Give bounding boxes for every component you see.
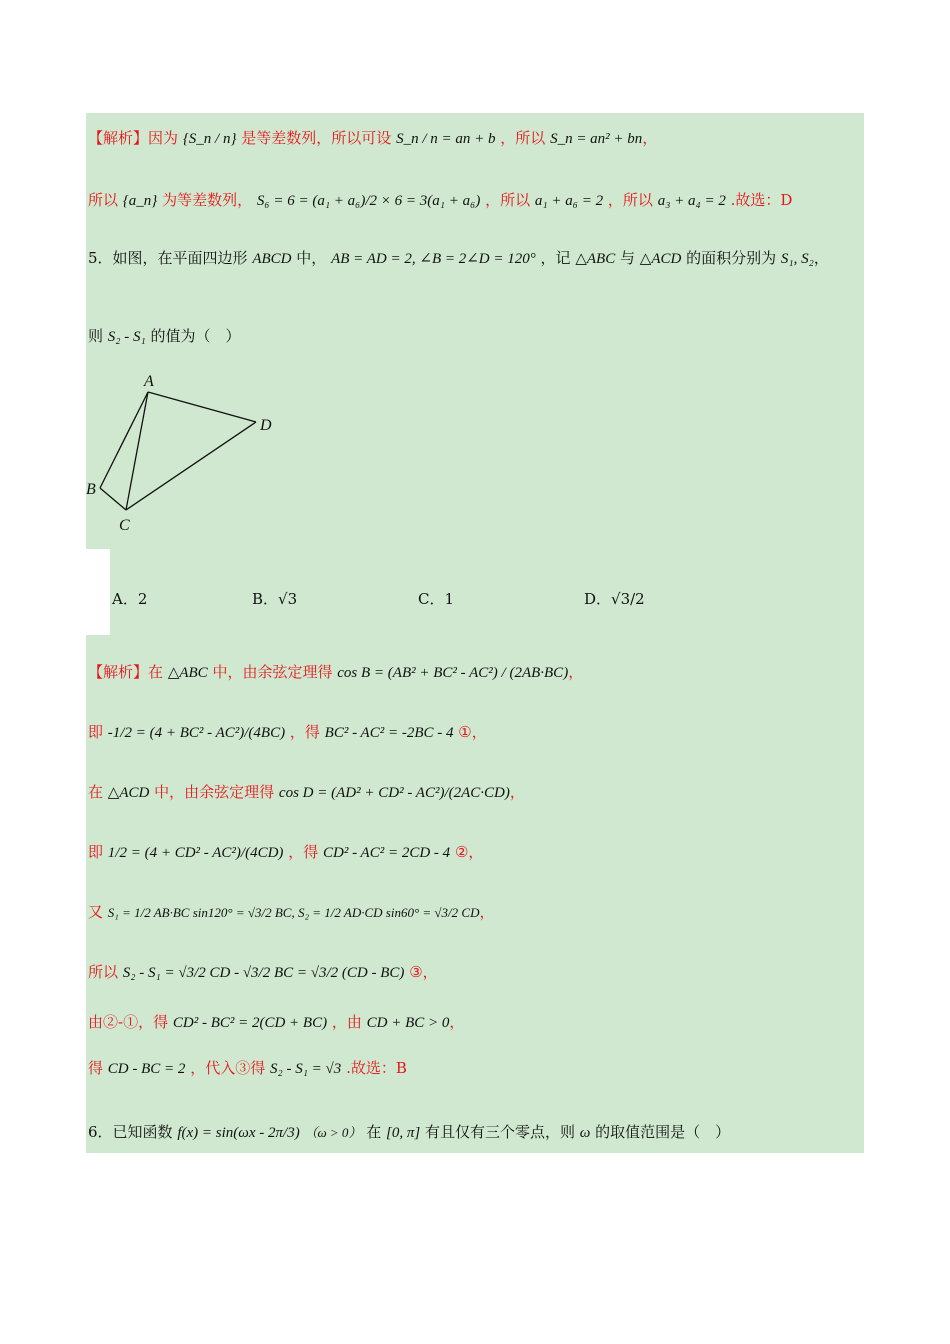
edge-cd (126, 422, 256, 510)
solution-line-3: 在 △ACD 中，由余弦定理得 cos D = (AD² + CD² - AC²)/(2AC·CD)， (88, 783, 525, 801)
answer-b: .故选：B (346, 1059, 407, 1077)
equation-cos-b: cos B = (AB² + BC² - AC²) / (2AB·BC) (337, 665, 569, 681)
option-c: C．1 (418, 590, 455, 608)
solution-line-7: 由②-①，得 CD² - BC² = 2(CD + BC) ，由 CD + BC > 0， (88, 1013, 465, 1031)
solution-line-6: 所以 S₂ - S₁ = √3/2 CD - √3/2 BC = √3/2 (CD - BC) ③， (88, 963, 438, 981)
equation-s6: S₆ = 6 = (a₁ + a₆)/2 × 6 = 3(a₁ + a₆) (256, 193, 481, 209)
sequence-an: {a_n} (122, 193, 158, 209)
question-5-line-1: 5．如图，在平面四边形 ABCD 中， AB = AD = 2, ∠B = 2∠D = 120° ，记 △ABC 与 △ACD 的面积分别为 S₁, S₂， (88, 249, 829, 267)
edge-ad (148, 392, 256, 422)
equation-areas: S₁ = 1/2 AB·BC sin120° = √3/2 BC, S₂ = 1/2 AD·CD sin60° = √3/2 CD (107, 905, 480, 920)
white-block (86, 549, 110, 635)
question-5-condition: AB = AD = 2, ∠B = 2∠D = 120° (331, 251, 536, 267)
label-d: D (260, 417, 272, 434)
solution-line-1: 【解析】在 △ABC 中，由余弦定理得 cos B = (AB² + BC² - AC²) / (2AB·BC)， (88, 663, 584, 681)
analysis-tag: 【解析】 (88, 129, 149, 147)
option-a: A．2 (112, 590, 148, 608)
edge-ab (100, 392, 148, 488)
answer-d: .故选：D (730, 191, 793, 209)
analysis-line-1: 【解析】因为 {S_n / n} 是等差数列，所以可设 S_n / n = an + b ，所以 S_n = an² + bn， (88, 129, 658, 147)
equation-sn: S_n = an² + bn (550, 131, 643, 147)
quadrilateral-figure (84, 370, 294, 540)
option-b: B．√3 (252, 590, 298, 608)
edge-bc (100, 488, 126, 510)
label-a: A (144, 373, 154, 390)
analysis-line-2: 所以 {a_n} 为等差数列， S₆ = 6 = (a₁ + a₆)/2 × 6 = 3(a₁ + a₆) ，所以 a₁ + a₆ = 2 ，所以 a₃ + a₄ = 2 .故选：D (88, 191, 793, 209)
option-d: D．√3/2 (584, 590, 645, 608)
equation-cos-d: cos D = (AD² + CD² - AC²)/(2AC·CD) (278, 785, 510, 801)
solution-line-2: 即 -1/2 = (4 + BC² - AC²)/(4BC) ，得 BC² - AC² = -2BC - 4 ①， (88, 723, 487, 741)
label-b: B (86, 481, 96, 498)
solution-line-8: 得 CD - BC = 2 ，代入③得 S₂ - S₁ = √3 .故选：B (88, 1059, 407, 1077)
function-f: f(x) = sin(ωx - 2π/3) (177, 1125, 300, 1141)
label-c: C (119, 517, 130, 534)
solution-line-4: 即 1/2 = (4 + CD² - AC²)/(4CD) ，得 CD² - AC² = 2CD - 4 ②， (88, 843, 484, 861)
edge-ac (126, 392, 148, 510)
equation-sn-over-n: S_n / n = an + b (396, 131, 496, 147)
question-5-line-2: 则 S₂ - S₁ 的值为（ ） (88, 327, 241, 345)
solution-line-5: 又 S₁ = 1/2 AB·BC sin120° = √3/2 BC, S₂ = 1/2 AD·CD sin60° = √3/2 CD， (88, 903, 495, 921)
highlight-background (86, 113, 864, 1153)
sequence-sn-over-n: {S_n / n} (182, 131, 237, 147)
question-6: 6．已知函数 f(x) = sin(ωx - 2π/3) （ω > 0） 在 [0, π] 有且仅有三个零点，则 ω 的取值范围是（ ） (88, 1123, 731, 1141)
